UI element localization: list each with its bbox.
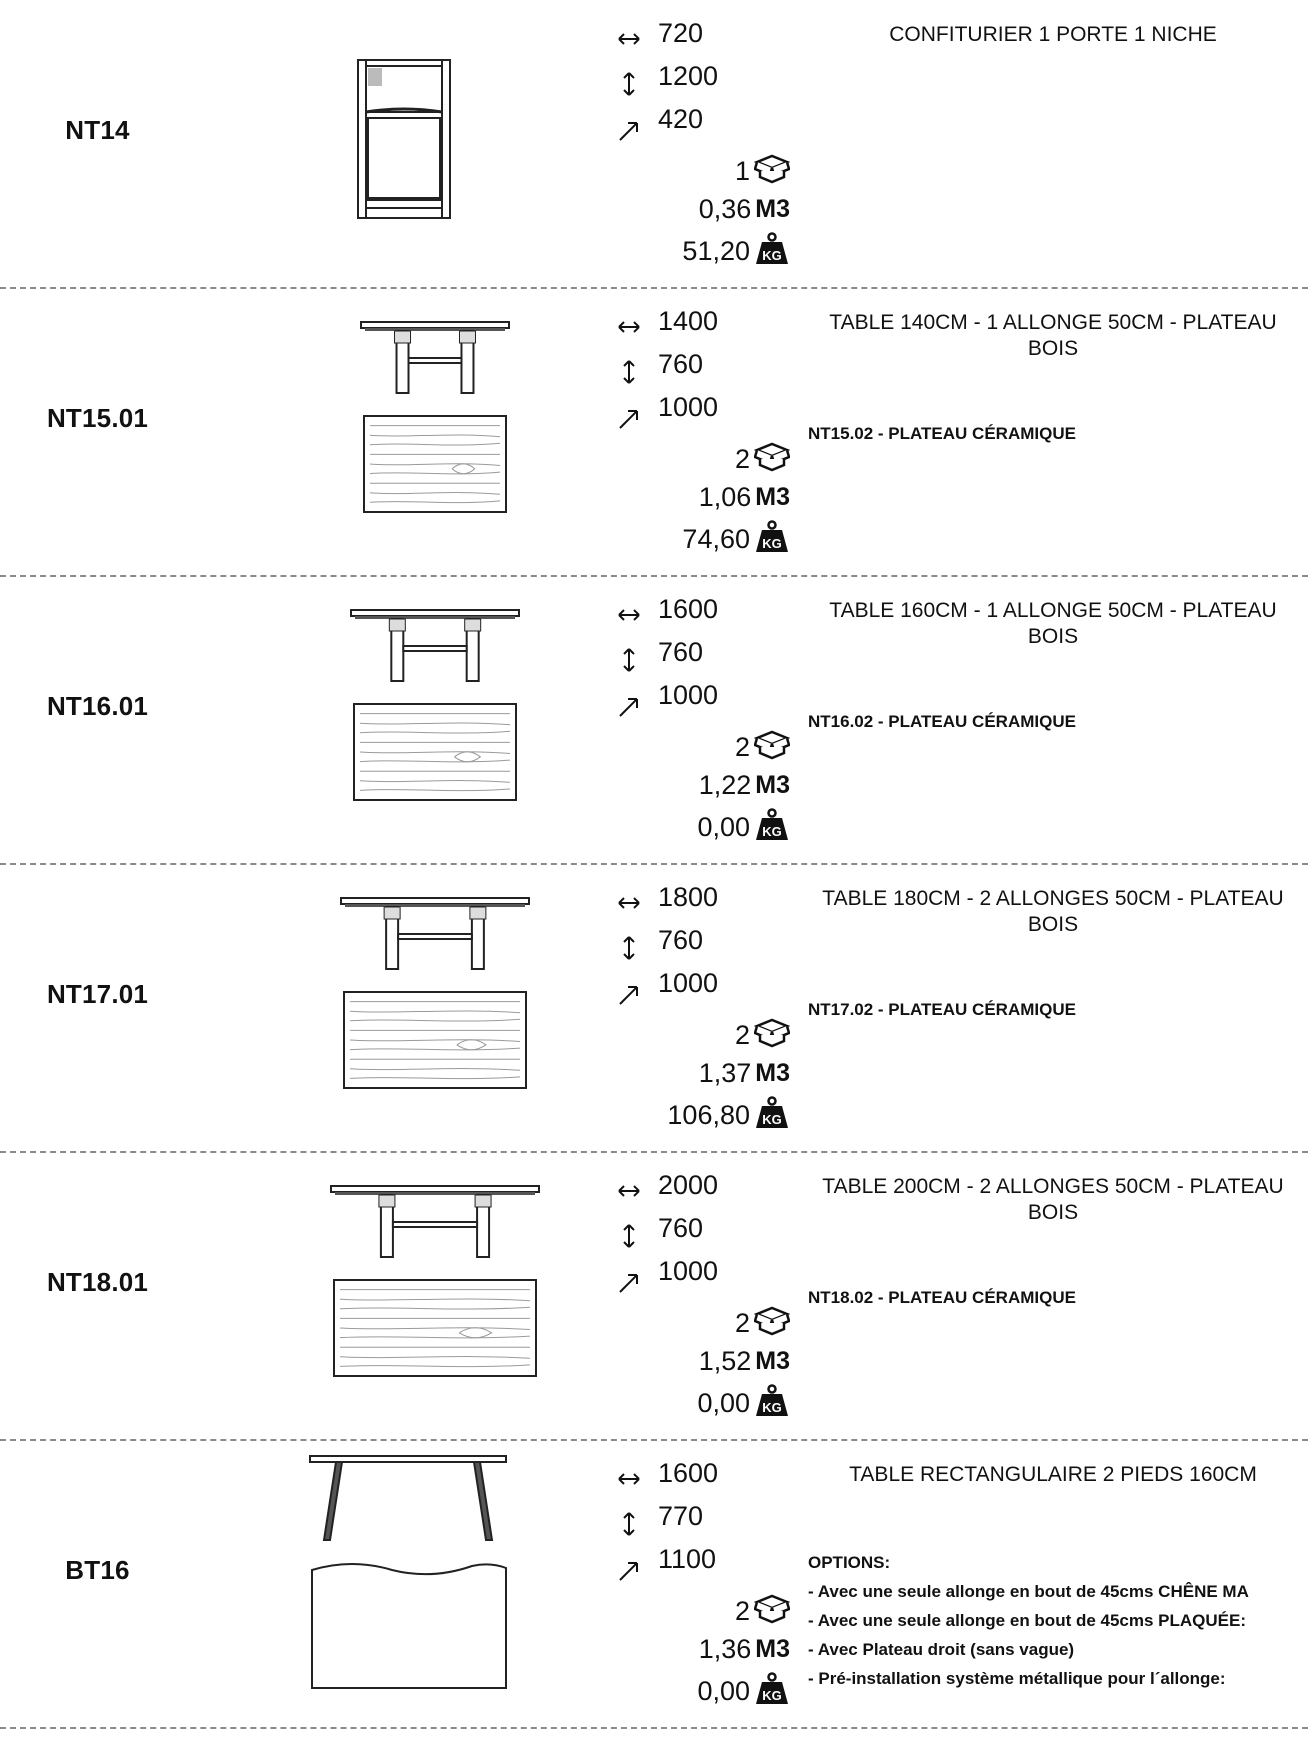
- height-dimension: [610, 61, 790, 101]
- diagonal-arrow-icon: [616, 1558, 642, 1584]
- up-down-arrow-icon: [616, 1511, 642, 1537]
- svg-text:KG: KG: [762, 1112, 782, 1127]
- diagonal-arrow-icon: [616, 982, 642, 1008]
- volume: [610, 194, 790, 232]
- options-list: [808, 1548, 1308, 1693]
- up-down-arrow-icon: [616, 1223, 642, 1249]
- volume: [610, 1634, 790, 1672]
- height-value: 760: [658, 637, 704, 667]
- kg-weight-icon: [754, 232, 790, 271]
- product-row: [0, 0, 1308, 288]
- open-box-icon: [754, 1306, 790, 1341]
- width-value: 1400: [658, 306, 719, 336]
- left-right-arrow-icon: [616, 890, 642, 916]
- product-code: BT16: [65, 1555, 130, 1585]
- weight-value: 74,60: [682, 524, 750, 554]
- depth-dimension: [610, 104, 790, 144]
- left-right-arrow-icon: [616, 602, 642, 628]
- table-stretcher: [393, 1222, 477, 1227]
- variant-label: NT16.02 - PLATEAU CÉRAMIQUE: [808, 712, 1076, 731]
- volume-unit: M3: [755, 1059, 790, 1087]
- product-code: NT14: [65, 115, 130, 145]
- weight: [610, 232, 790, 270]
- left-right-arrow-icon: [616, 1178, 642, 1204]
- package-count: [610, 442, 790, 480]
- depth-value: 1000: [658, 968, 719, 998]
- diagonal-arrow-icon: [616, 406, 642, 432]
- option-item: - Avec une seule allonge en bout de 45cms PLAQUÉE:: [808, 1611, 1247, 1630]
- depth-dimension: [610, 392, 790, 432]
- option-item: - Pré-installation système métallique pour l´allonge:: [808, 1669, 1226, 1688]
- table-top-elevation: [361, 322, 509, 328]
- volume: [610, 770, 790, 808]
- table-leg: [474, 1462, 492, 1540]
- height-dimension: [610, 1501, 790, 1541]
- product-row: [0, 288, 1308, 576]
- depth-dimension: [610, 1544, 790, 1584]
- product-row: [0, 864, 1308, 1152]
- depth-dimension: [610, 968, 790, 1008]
- packages-value: 2: [734, 732, 750, 762]
- svg-text:KG: KG: [762, 1688, 782, 1703]
- kg-weight-icon: [754, 1096, 790, 1135]
- table-top-elevation: [331, 1186, 539, 1192]
- package-count: [610, 154, 790, 192]
- volume-unit: M3: [755, 1635, 790, 1663]
- svg-text:KG: KG: [762, 248, 782, 263]
- weight: [610, 1096, 790, 1134]
- package-count: [610, 730, 790, 768]
- cabinet-door: [368, 118, 440, 198]
- svg-text:KG: KG: [762, 824, 782, 839]
- weight: [610, 520, 790, 558]
- svg-text:KG: KG: [762, 1400, 782, 1415]
- product-drawing: [280, 1152, 590, 1440]
- package-count: [610, 1594, 790, 1632]
- height-dimension: [610, 637, 790, 677]
- height-value: 770: [658, 1501, 704, 1531]
- product-row: [0, 1152, 1308, 1440]
- row-divider: [0, 1727, 1308, 1729]
- volume-value: 1,06: [698, 482, 752, 512]
- product-drawing: [280, 576, 590, 864]
- weight-value: 0,00: [697, 812, 750, 842]
- weight: [610, 808, 790, 846]
- variant-label: NT15.02 - PLATEAU CÉRAMIQUE: [808, 424, 1076, 443]
- height-dimension: [610, 1213, 790, 1253]
- variant-label: NT17.02 - PLATEAU CÉRAMIQUE: [808, 1000, 1076, 1019]
- option-item: - Avec une seule allonge en bout de 45cms CHÊNE MA: [808, 1582, 1249, 1601]
- width-dimension: [610, 1170, 790, 1210]
- height-value: 1200: [658, 61, 719, 91]
- weight: [610, 1384, 790, 1422]
- package-count: [610, 1018, 790, 1056]
- depth-dimension: [610, 1256, 790, 1296]
- package-count: [610, 1306, 790, 1344]
- packages-value: 2: [734, 444, 750, 474]
- left-right-arrow-icon: [616, 314, 642, 340]
- product-code: NT18.01: [46, 1267, 149, 1297]
- svg-text:KG: KG: [762, 536, 782, 551]
- volume-value: 1,52: [698, 1346, 752, 1376]
- volume: [610, 1058, 790, 1096]
- width-dimension: [610, 1458, 790, 1498]
- depth-dimension: [610, 680, 790, 720]
- width-dimension: [610, 18, 790, 58]
- kg-weight-icon: [754, 520, 790, 559]
- product-row: [0, 576, 1308, 864]
- weight-value: 51,20: [682, 236, 750, 266]
- diagonal-arrow-icon: [616, 694, 642, 720]
- open-box-icon: [754, 154, 790, 189]
- volume-unit: M3: [755, 1347, 790, 1375]
- options-title: OPTIONS:: [808, 1553, 891, 1572]
- height-value: 760: [658, 925, 704, 955]
- width-dimension: [610, 594, 790, 634]
- volume-value: 1,36: [698, 1634, 752, 1664]
- volume-unit: M3: [755, 771, 790, 799]
- product-drawing: [280, 1440, 590, 1728]
- width-dimension: [610, 306, 790, 346]
- volume-unit: M3: [755, 195, 790, 223]
- open-box-icon: [754, 730, 790, 765]
- product-description: TABLE 140CM - 1 ALLONGE 50CM - PLATEAU BOIS: [829, 311, 1277, 360]
- table-stretcher: [398, 934, 472, 939]
- volume: [610, 1346, 790, 1384]
- product-description: CONFITURIER 1 PORTE 1 NICHE: [889, 23, 1217, 46]
- table-top-elevation: [341, 898, 529, 904]
- variant-label: NT18.02 - PLATEAU CÉRAMIQUE: [808, 1288, 1076, 1307]
- table-stretcher: [403, 646, 466, 651]
- weight: [610, 1672, 790, 1710]
- depth-value: 1000: [658, 392, 719, 422]
- product-description: TABLE RECTANGULAIRE 2 PIEDS 160CM: [849, 1463, 1257, 1486]
- left-right-arrow-icon: [616, 1466, 642, 1492]
- width-dimension: [610, 882, 790, 922]
- open-box-icon: [754, 1594, 790, 1629]
- height-value: 760: [658, 349, 704, 379]
- table-top-elevation: [351, 610, 519, 616]
- weight-value: 0,00: [697, 1388, 750, 1418]
- width-value: 1600: [658, 594, 719, 624]
- packages-value: 2: [734, 1308, 750, 1338]
- product-drawing: [280, 864, 590, 1152]
- packages-value: 1: [734, 156, 750, 186]
- product-drawing: [280, 0, 590, 288]
- depth-value: 420: [658, 104, 704, 134]
- packages-value: 2: [734, 1596, 750, 1626]
- width-value: 1800: [658, 882, 719, 912]
- width-value: 720: [658, 18, 704, 48]
- product-description: TABLE 160CM - 1 ALLONGE 50CM - PLATEAU BOIS: [829, 599, 1277, 648]
- width-value: 2000: [658, 1170, 719, 1200]
- up-down-arrow-icon: [616, 935, 642, 961]
- height-dimension: [610, 925, 790, 965]
- product-code: NT15.01: [46, 403, 149, 433]
- table-top-plan: [312, 1564, 506, 1688]
- depth-value: 1000: [658, 1256, 719, 1286]
- product-description: TABLE 180CM - 2 ALLONGES 50CM - PLATEAU BOIS: [822, 887, 1284, 936]
- volume: [610, 482, 790, 520]
- product-row: [0, 1440, 1308, 1728]
- volume-value: 1,37: [698, 1058, 752, 1088]
- kg-weight-icon: [754, 1384, 790, 1423]
- height-dimension: [610, 349, 790, 389]
- up-down-arrow-icon: [616, 359, 642, 385]
- volume-value: 0,36: [698, 194, 752, 224]
- up-down-arrow-icon: [616, 71, 642, 97]
- depth-value: 1100: [658, 1544, 717, 1574]
- kg-weight-icon: [754, 808, 790, 847]
- open-box-icon: [754, 442, 790, 477]
- volume-unit: M3: [755, 483, 790, 511]
- diagonal-arrow-icon: [616, 118, 642, 144]
- product-code: NT16.01: [46, 691, 149, 721]
- up-down-arrow-icon: [616, 647, 642, 673]
- weight-value: 106,80: [667, 1100, 750, 1130]
- width-value: 1600: [658, 1458, 719, 1488]
- volume-value: 1,22: [698, 770, 752, 800]
- product-code: NT17.01: [46, 979, 149, 1009]
- product-drawing: [280, 288, 590, 576]
- packages-value: 2: [734, 1020, 750, 1050]
- table-stretcher: [409, 358, 462, 363]
- table-leg: [324, 1462, 342, 1540]
- open-box-icon: [754, 1018, 790, 1053]
- depth-value: 1000: [658, 680, 719, 710]
- weight-value: 0,00: [697, 1676, 750, 1706]
- diagonal-arrow-icon: [616, 1270, 642, 1296]
- kg-weight-icon: [754, 1672, 790, 1711]
- height-value: 760: [658, 1213, 704, 1243]
- product-description: TABLE 200CM - 2 ALLONGES 50CM - PLATEAU BOIS: [822, 1175, 1284, 1224]
- option-item: - Avec Plateau droit (sans vague): [808, 1640, 1075, 1659]
- left-right-arrow-icon: [616, 26, 642, 52]
